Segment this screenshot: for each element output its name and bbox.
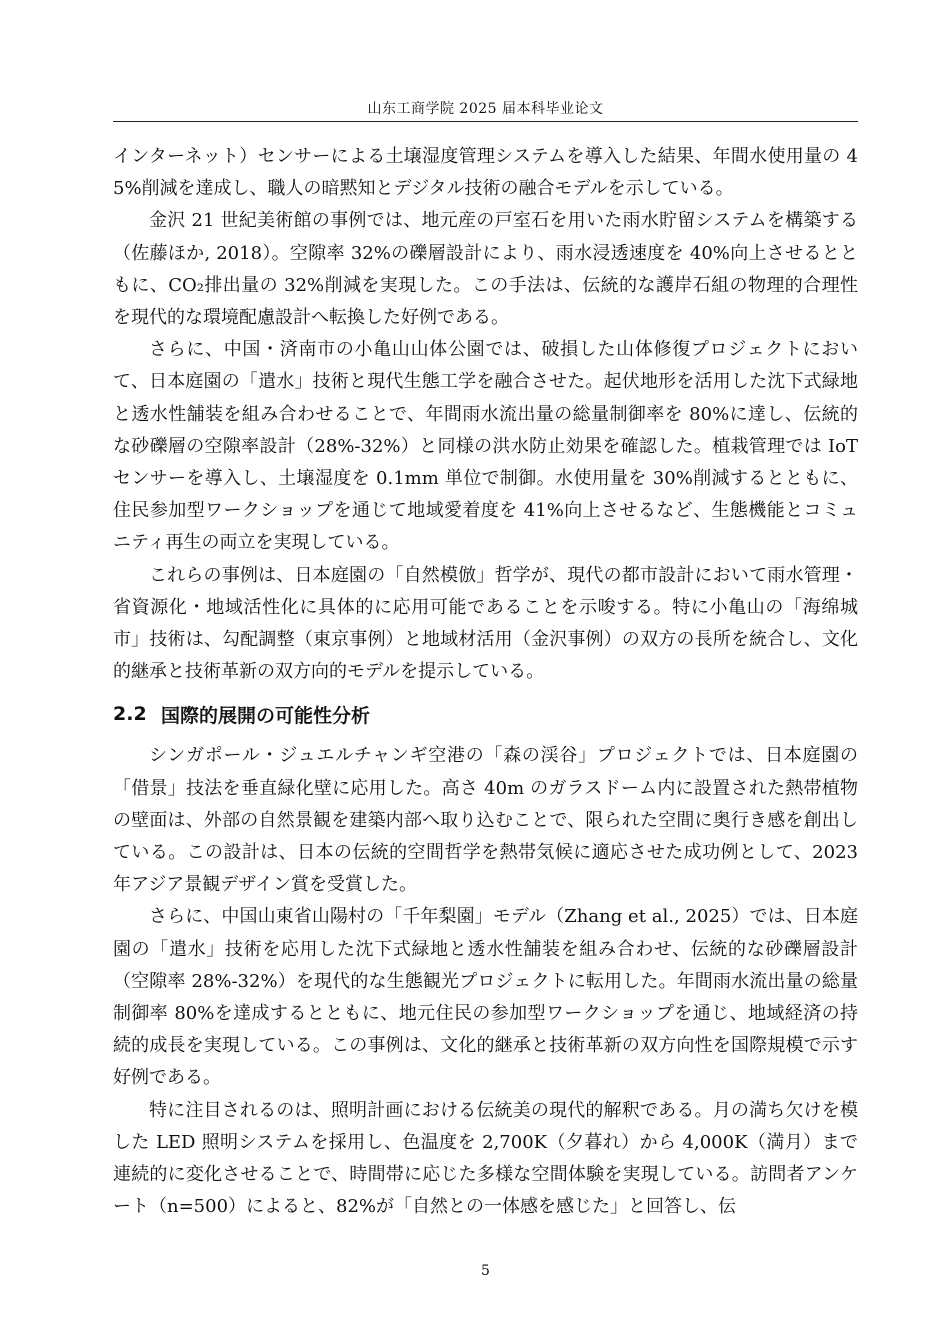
- section-number: 2.2: [113, 703, 147, 726]
- running-header: 山东工商学院 2025 届本科毕业论文: [367, 101, 604, 117]
- header-rule: [113, 121, 858, 122]
- section-title: 国際的展開の可能性分析: [161, 704, 371, 727]
- paragraph: 特に注目されるのは、照明計画における伝統美の現代的解釈である。月の満ち欠けを模した LED 照明システムを採用し、色温度を 2,700K（夕暮れ）から 4,000K（満月）まで連続的に変化させることで、時間帯に応じた多様な空間体験を実現している。訪問者アンケート（n=500）によると、82%が「自然との一体感を感じた」と回答し、伝: [113, 1099, 858, 1218]
- body-text: [113, 141, 858, 1224]
- paragraph: シンガポール・ジュエルチャンギ空港の「森の渓谷」プロジェクトでは、日本庭園の「借景」技法を垂直緑化壁に応用した。高さ 40m のガラスドーム内に設置された熱帯植物の壁面は、外部の自然景観を建築内部へ取り込むことで、限られた空間に奥行き感を創出している。この設計は、日本の伝統的空間哲学を熱帯気候に適応させた成功例として、2023 年アジア景観デザイン賞を受賞した。: [113, 745, 858, 896]
- paragraph: さらに、中国山東省山陽村の「千年梨園」モデル（Zhang et al., 2025）では、日本庭園の「遣水」技術を応用した沈下式緑地と透水性舗装を組み合わせ、伝統的な砂礫層設計（空隙率 28%-32%）を現代的な生態観光プロジェクトに転用した。年間雨水流出量の総量制御率 80%を達成するとともに、地元住民の参加型ワークショップを通じ、地域経済の持続的成長を実現している。この事例は、文化的継承と技術革新の双方向性を国際規模で示す好例である。: [113, 906, 858, 1089]
- section-heading: [113, 694, 858, 734]
- paragraph: さらに、中国・済南市の小亀山山体公園では、破損した山体修復プロジェクトにおいて、日本庭園の「遣水」技術と現代生態工学を融合させた。起伏地形を活用した沈下式緑地と透水性舗装を組み合わせることで、年間雨水流出量の総量制御率を 80%に達し、伝統的な砂礫層の空隙率設計（28%-32%）と同様の洪水防止効果を確認した。植栽管理では IoT センサーを導入し、土壌湿度を 0.1mm 単位で制御。水使用量を 30%削減するとともに、住民参加型ワークショップを通じて地域愛着度を 41%向上させるなど、生態機能とコミュニティ再生の両立を実現している。: [113, 339, 858, 554]
- paragraph: インターネット）センサーによる土壌湿度管理システムを導入した結果、年間水使用量の 45%削減を達成し、職人の暗黙知とデジタル技術の融合モデルを示している。: [113, 146, 858, 200]
- paragraph: これらの事例は、日本庭園の「自然模倣」哲学が、現代の都市設計において雨水管理・省資源化・地域活性化に具体的に応用可能であることを示唆する。特に小亀山の「海绵城市」技術は、勾配調整（東京事例）と地域材活用（金沢事例）の双方の長所を統合し、文化的継承と技術革新の双方向的モデルを提示している。: [113, 564, 858, 683]
- page-number: 5: [481, 1263, 490, 1279]
- paragraph: 金沢 21 世紀美術館の事例では、地元産の戸室石を用いた雨水貯留システムを構築する（佐藤ほか, 2018）。空隙率 32%の礫層設計により、雨水浸透速度を 40%向上させるとともに、CO₂排出量の 32%削減を実現した。この手法は、伝統的な護岸石組の物理的合理性を現代的な環境配慮設計へ転換した好例である。: [113, 210, 858, 329]
